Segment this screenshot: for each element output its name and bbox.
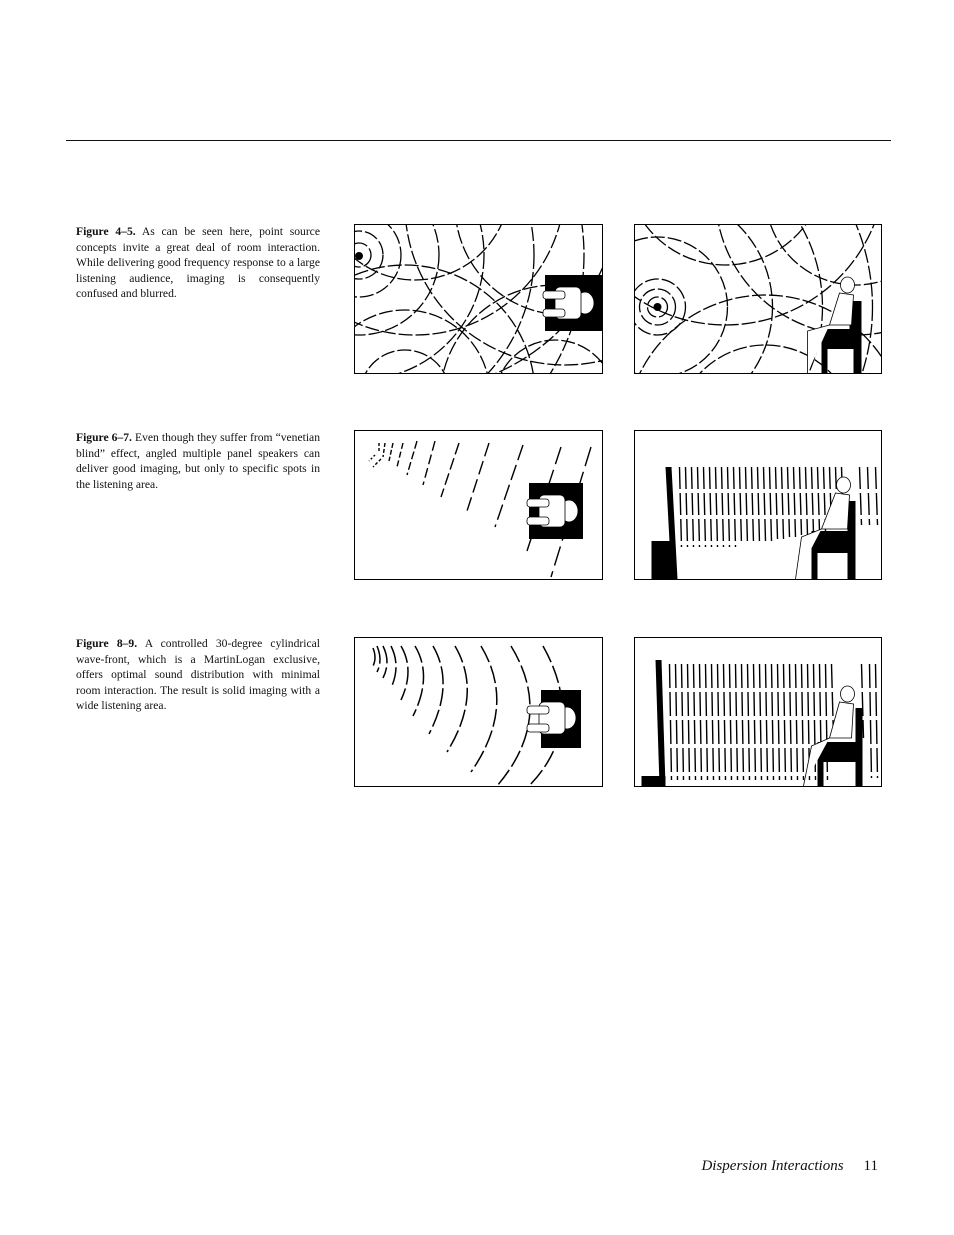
multi-panel-side-view-illustration [635, 431, 882, 579]
header-rule [66, 140, 891, 141]
figure-9-side-view [634, 637, 882, 787]
figure-label: Figure 4–5. [76, 225, 136, 238]
figure-6-top-view [354, 430, 603, 580]
figure-caption-4-5 [76, 224, 320, 302]
figure-text: A controlled 30-degree cylindrical wave-front, which is a MartinLogan exclusive, offers optimal sound distribution with minimal room interaction. The result is solid imaging with a wide listening area. [76, 637, 320, 713]
page-number: 11 [863, 1158, 878, 1174]
point-source-side-view-illustration [635, 225, 882, 373]
cylindrical-wavefront-top-view-illustration [355, 638, 602, 786]
figure-caption-6-7 [76, 430, 320, 492]
point-source-top-view-illustration [355, 225, 602, 373]
figure-label: Figure 6–7. [76, 431, 132, 444]
figure-label: Figure 8–9. [76, 637, 138, 650]
footer-section-title: Dispersion Interactions [701, 1158, 844, 1174]
figure-4-top-view [354, 224, 603, 374]
figure-5-side-view [634, 224, 882, 374]
multi-panel-top-view-illustration [355, 431, 602, 579]
figure-8-top-view [354, 637, 603, 787]
figure-text: Even though they suffer from “venetian blind” effect, angled multiple panel speakers can deliver good imaging, but only to specific spots in the listening area. [76, 431, 320, 491]
page-footer [701, 1158, 878, 1175]
figure-caption-8-9 [76, 636, 320, 714]
figure-text: As can be seen here, point source concepts invite a great deal of room interaction. While delivering good frequency response to a large listening audience, imaging is consequently confused and blurred. [76, 225, 320, 301]
figure-7-side-view [634, 430, 882, 580]
cylindrical-wavefront-side-view-illustration [635, 638, 882, 786]
